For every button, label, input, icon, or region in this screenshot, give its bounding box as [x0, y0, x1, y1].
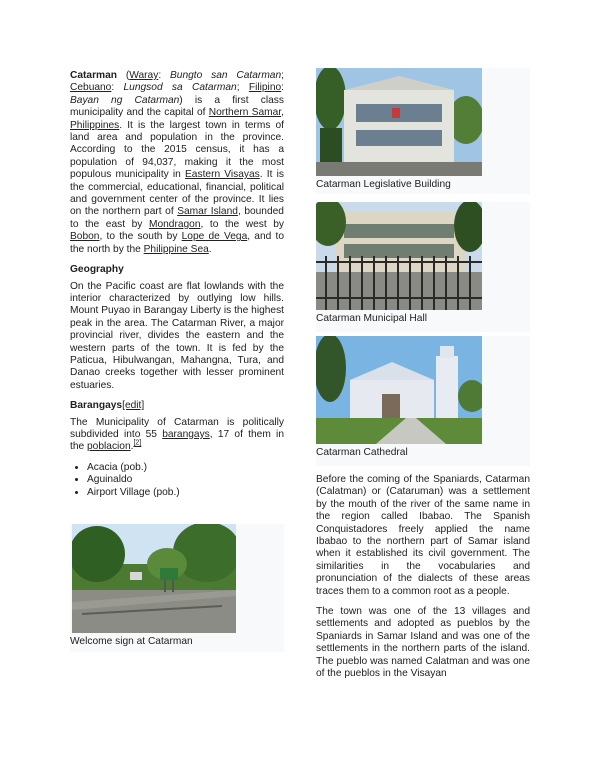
- link-eastern-visayas[interactable]: Eastern Visayas: [185, 169, 260, 181]
- link-filipino[interactable]: Filipino: [248, 82, 282, 94]
- barangays-heading-text: Barangays: [70, 400, 123, 412]
- barangay-list: [70, 462, 284, 499]
- link-samar-island[interactable]: Samar Island: [177, 206, 238, 218]
- figure-cathedral: [316, 336, 530, 466]
- list-item: • Acacia (pob.): [87, 462, 284, 474]
- link-northern-samar[interactable]: Northern Samar: [208, 107, 282, 119]
- intro-text-2: It is the largest town in terms of land area and population in the province. According to the 2015 census, it has a population of 94,037, making it the most populous municipality in: [70, 119, 284, 181]
- welcome-sign-photo[interactable]: [72, 524, 236, 633]
- list-item: • Aguinaldo: [87, 474, 284, 486]
- geography-heading: Geography: [70, 264, 124, 276]
- intro-text-5: to the west by: [209, 218, 284, 230]
- intro-text-1: is a first class municipality and the capital of: [70, 94, 284, 119]
- intro-text-3: It is the commercial, educational, financial, political and government center of the province. It lies on the northern part of: [70, 169, 284, 218]
- reference-link[interactable]: [2]: [133, 439, 142, 447]
- link-barangays[interactable]: barangays: [162, 428, 210, 440]
- legislative-caption: Catarman Legislative Building: [316, 179, 451, 190]
- geography-paragraph: On the Pacific coast are flat lowlands with the interior characterized by outlying low hills. Mount Puyao in Barangay Liberty is the highest peak in the area. The Catarman River, a major provincial river, divides the eastern and the western parts of the town. It is fed by the Paticua, Hibulwangan, Mahangna, Tura, and Danao creeks together with lesser prominent estuaries.: [70, 280, 284, 391]
- barangays-text-2: , 17 of them in the: [70, 428, 284, 453]
- cathedral-photo[interactable]: [316, 336, 482, 444]
- link-philippines[interactable]: Philippines: [70, 119, 120, 131]
- link-cebuano[interactable]: Cebuano: [70, 82, 112, 94]
- left-column: [70, 70, 284, 503]
- municipal-hall-photo[interactable]: [316, 202, 482, 310]
- intro-text-7: and to the north by the: [70, 231, 284, 255]
- link-bobon[interactable]: Bobon: [70, 231, 100, 243]
- history-paragraph-2: The town was one of the 13 villages and settlements and adopted as pueblos by the Spaniards in Samar Island and was one of the settlements in the northern parts of the island. The pueblo was named Calatman and was one of the pueblos in the Visayan: [316, 606, 530, 680]
- link-philippine-sea[interactable]: Philippine Sea: [143, 243, 209, 255]
- intro-text-6: to the south by: [106, 231, 178, 243]
- link-waray[interactable]: Waray: [129, 70, 159, 81]
- list-item: • Airport Village (pob.): [87, 487, 284, 499]
- history-paragraph-1: Before the coming of the Spaniards, Catarman (Calatman) or (Cataruman) was a settlement by the mouth of the river of the same name in the region called Ibabao. The Spanish Conquistadores freely applied the name Ibabao to the northern part of Samar island when it established its civil government. The similarities in the vocabularies and pronunciation of the dialects of these areas traces them to a common root as a people.: [316, 474, 530, 597]
- figure-legislative: [316, 68, 530, 194]
- waray-name: Bungto san Catarman: [170, 70, 282, 81]
- figure-municipal: [316, 202, 530, 332]
- intro-text-4: bounded to the east by: [70, 206, 284, 230]
- figure-welcome: [70, 524, 284, 652]
- link-mondragon[interactable]: Mondragon: [148, 218, 201, 230]
- barangays-paragraph: The Municipality of Catarman is politically subdivided into 55 barangays, 17 of them in the poblacion.[2]: [70, 416, 284, 453]
- legislative-building-photo[interactable]: [316, 68, 482, 176]
- barangays-heading: [70, 400, 284, 412]
- municipal-caption: Catarman Municipal Hall: [316, 313, 427, 324]
- intro-paragraph: Catarman (Waray: Bungto san Catarman; Cebuano: Lungsod sa Catarman; Filipino: Bayan ng Catarman) is a first class municipality and the capital of Northern Samar, Philippines. It is the largest town in terms of land area and population in the province. According to the 2015 census, it has a population of 94,037, making it the most populous municipality in Eastern Visayas. It is the commercial, educational, financial, political and government center of the province. It lies on the northern part of Samar Island, bounded to the east by Mondragon, to the west by Bobon, to the south by Lope de Vega, and to the north by the Philippine Sea.: [70, 70, 284, 255]
- filipino-name: Bayan ng Catarman: [70, 94, 180, 106]
- link-lope-de-vega[interactable]: Lope de Vega: [181, 231, 248, 243]
- article-title: Catarman: [70, 70, 117, 81]
- cathedral-caption: Catarman Cathedral: [316, 447, 408, 458]
- link-poblacion[interactable]: poblacion: [87, 441, 131, 453]
- edit-link[interactable]: [edit]: [122, 400, 145, 412]
- cebuano-name: Lungsod sa Catarman: [123, 82, 237, 94]
- welcome-caption: Welcome sign at Catarman: [70, 636, 193, 647]
- history-section: [316, 474, 530, 689]
- barangays-text-1: The Municipality of Catarman is politically subdivided into 55: [70, 416, 284, 440]
